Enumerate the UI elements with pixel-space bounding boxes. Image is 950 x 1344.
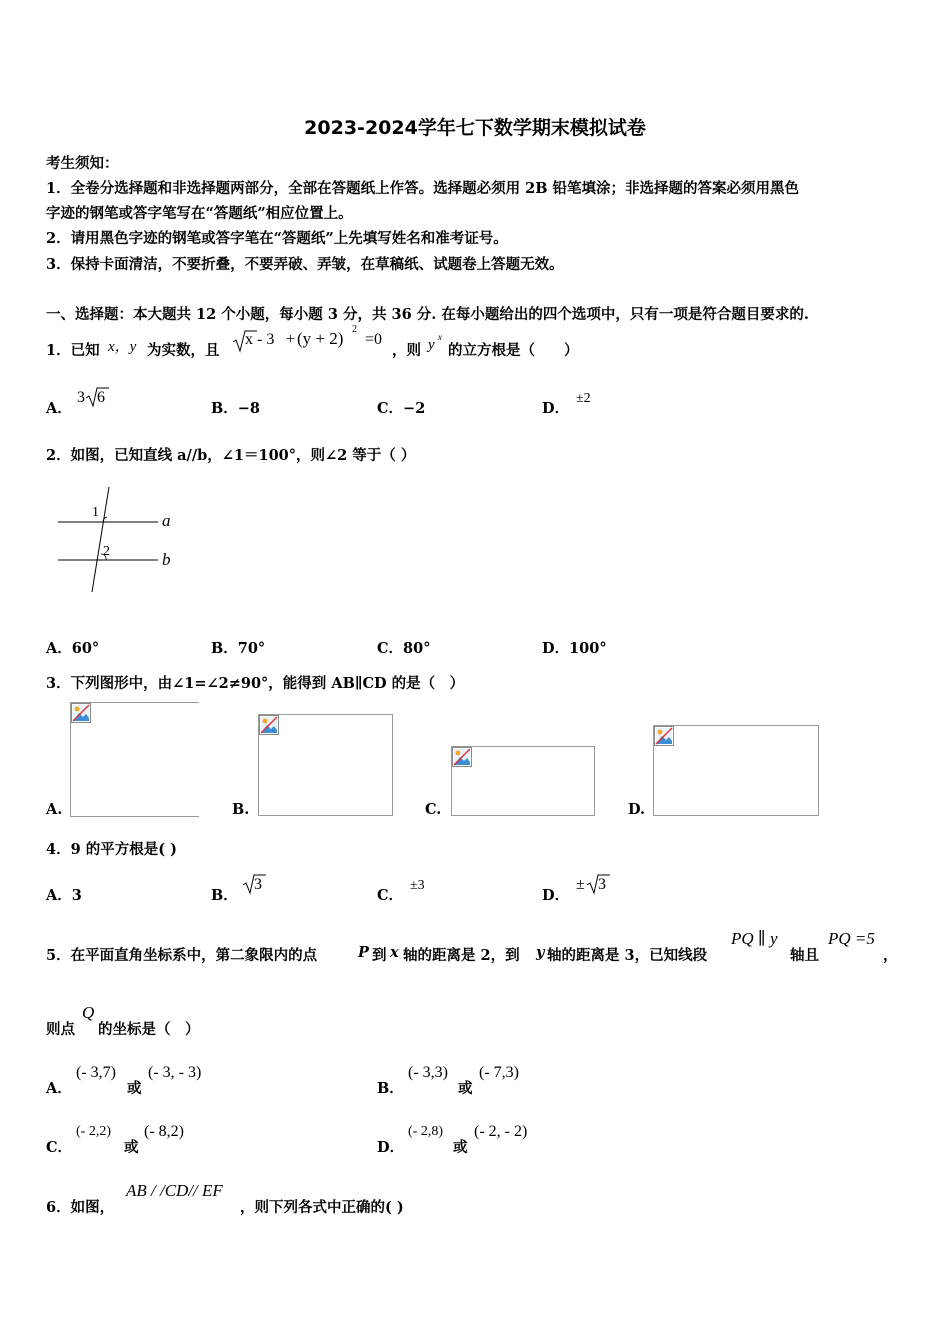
q5-pre: 5．在平面直角坐标系中，第二象限内的点 [46,947,318,964]
q5-mid3: 轴的距离是 3，已知线段 [547,947,708,964]
q3-option-b-label: B. [232,801,250,818]
q6-post: ，则下列各式中正确的( ) [240,1199,404,1216]
q1-yx-base: y [428,337,435,353]
q1-radicand: x - 3 [245,331,275,348]
q3-option-a-image [70,702,199,817]
q3-option-b-image [258,714,393,816]
q1-mid: 为实数，且 [147,342,220,359]
q1-post1: ，则 [392,342,421,359]
angle-1-label: 1 [92,505,99,520]
broken-image-icon [71,703,91,723]
q1-paren: (y + 2) [297,329,344,348]
q6-pre: 6．如图， [46,1199,115,1216]
q2-option-d: D．100° [542,640,607,657]
q5-y: y [536,944,545,961]
q5-option-c-point1: (- 2,2) [76,1124,111,1139]
notice-line-1b: 字迹的钢笔或答字笔写在“答题纸”相应位置上。 [46,205,353,222]
q2-parallel-lines-figure [50,484,185,596]
q3-question: 3．下列图形中，由∠1=∠2≠90°，能得到 AB∥CD 的是（ ） [46,675,465,692]
q5-pq-length: PQ =5 [828,929,875,948]
q1-option-a-label: A． [46,400,72,417]
q4-option-c-label: C． [377,887,404,904]
q4-question: 4．9 的平方根是( ) [46,841,177,858]
q1-option-c: C．−2 [377,400,426,417]
q5-mid4: 轴且 [790,947,819,964]
notice-line-2: 2．请用黑色字迹的钢笔或答字笔在“答题纸”上先填写姓名和准考证号。 [46,230,508,247]
q1-option-d-value: ±2 [576,391,591,406]
q2-option-b: B．70° [211,640,266,657]
q5-pq-parallel: PQ ∥ y [731,929,778,948]
section-heading: 一、选择题：本大题共 12 个小题，每小题 3 分，共 36 分. 在每小题给出的四个选项中，只有一项是符合题目要求的. [46,306,809,323]
q5-option-d-point2: (- 2, - 2) [474,1123,528,1140]
q1-vars: x，y [108,339,137,355]
notice-line-3: 3．保持卡面清洁，不要折叠，不要弄破、弄皱，在草稿纸、试题卷上答题无效。 [46,256,564,273]
q5-point-q: Q [82,1003,95,1022]
notice-heading: 考生须知： [46,155,119,172]
q5-option-d-point1: (- 2,8) [408,1124,443,1139]
q5-line2-pre: 则点 [46,1021,75,1038]
q4-option-b-label: B． [211,887,238,904]
broken-image-icon [259,715,279,735]
q2-option-a: A．60° [46,640,100,657]
line-a-label: a [162,511,171,530]
q5-option-c-point2: (- 8,2) [144,1123,184,1140]
q5-option-b-point1: (- 3,3) [408,1064,448,1081]
q1-option-b: B．−8 [211,400,260,417]
q1-pre: 1．已知 [46,342,100,359]
q5-option-a-label: A． [46,1080,72,1097]
q1-equals-zero: =0 [365,331,383,348]
q5-option-d-or: 或 [453,1139,468,1156]
q1-exponent: 2 [352,324,357,335]
transversal-line [92,487,109,592]
q3-option-c-label: C. [425,801,442,818]
q1-option-a-coef: 3 [77,389,85,406]
q2-option-c: C．80° [377,640,431,657]
q4-option-a: A．3 [46,887,82,904]
broken-image-icon [452,747,472,767]
angle-2-label: 2 [103,544,110,559]
q5-option-a-or: 或 [127,1080,142,1097]
q5-option-a-point1: (- 3,7) [76,1064,116,1081]
line-b-label: b [162,550,171,569]
q3-option-d-image [653,725,819,816]
q5-option-c-or: 或 [124,1139,139,1156]
q5-option-a-point2: (- 3, - 3) [148,1064,202,1081]
q4-option-b-radicand: 3 [254,876,262,893]
q5-mid1: 到 [372,947,387,964]
q5-x: x [390,944,399,961]
q5-option-b-label: B． [377,1080,404,1097]
q5-option-b-point2: (- 7,3) [479,1064,519,1081]
q5-point-p: P [358,944,369,961]
q1-plus: + [286,331,296,348]
q6-expression: AB / /CD// EF [126,1181,223,1200]
q5-option-c-label: C． [46,1139,73,1156]
q3-option-c-image [451,746,595,816]
q4-option-d-label: D． [542,887,570,904]
q1-post2: 的立方根是（ ） [448,342,579,359]
broken-image-icon [654,726,674,746]
q5-mid2: 轴的距离是 2，到 [403,947,520,964]
q2-question: 2．如图，已知直线 a//b，∠1＝100°，则∠2 等于（ ） [46,447,416,464]
q5-comma: ， [883,947,898,964]
q3-option-d-label: D. [628,801,646,818]
q3-option-a-label: A. [46,801,63,818]
q5-option-d-label: D． [377,1139,405,1156]
q1-option-d-label: D． [542,400,570,417]
q4-option-d-radicand: 3 [598,876,606,893]
page-title: 2023-2024学年七下数学期末模拟试卷 [304,117,646,139]
q5-line2-post: 的坐标是（ ） [98,1021,200,1038]
q4-option-d-pm: ± [576,876,585,893]
notice-line-1: 1．全卷分选择题和非选择题两部分，全部在答题纸上作答。选择题必须用 2B 铅笔填涂；非选择题的答案必须用黑色 [46,180,800,197]
q4-option-c-value: ±3 [410,878,425,893]
q1-option-a-radicand: 6 [97,389,105,406]
q5-option-b-or: 或 [458,1080,473,1097]
q1-yx-exp: x [438,332,442,342]
